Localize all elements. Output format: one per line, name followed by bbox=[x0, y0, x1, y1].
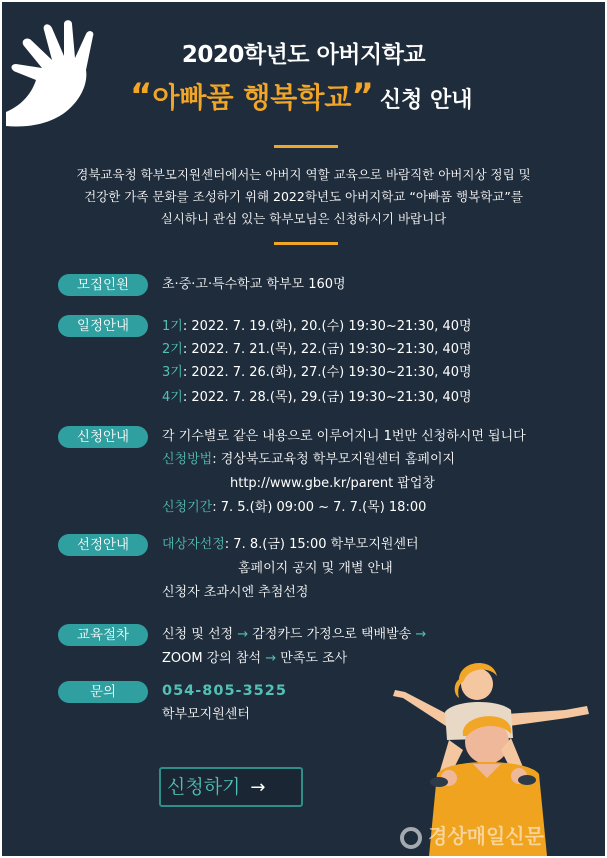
contact-org: 학부모지원센터 bbox=[162, 707, 250, 722]
quote-open: “ bbox=[130, 76, 153, 116]
procedure-step: 신청 및 선정 bbox=[162, 627, 234, 642]
schedule-term: 1기 bbox=[162, 319, 183, 334]
label-selection: 선정안내 bbox=[58, 534, 148, 556]
arrow-right-icon: → bbox=[415, 627, 427, 642]
program-name: 아빠품 행복학교 bbox=[152, 81, 352, 114]
apply-button-label: 신청하기 bbox=[167, 776, 241, 798]
schedule-term: 2기 bbox=[162, 342, 183, 357]
arrow-right-icon: → bbox=[237, 627, 249, 642]
apply-method bbox=[162, 451, 455, 469]
poster bbox=[2, 2, 605, 856]
watermark-logo-icon bbox=[400, 827, 422, 849]
schedule-item bbox=[162, 341, 472, 359]
arrow-right-icon: → bbox=[265, 651, 277, 666]
procedure-step: 감정카드 가정으로 택배발송 bbox=[252, 627, 412, 642]
intro-line: 실시하니 관심 있는 학부모님은 신청하시기 바랍니다 bbox=[160, 211, 447, 226]
intro-line: 건강한 가족 문화를 조성하기 위해 2022학년도 아버지학교 “아빠품 행복학교”를 bbox=[84, 189, 523, 204]
recruit-text: 초·중·고·특수학교 학부모 160명 bbox=[162, 277, 346, 292]
schedule-item bbox=[162, 364, 472, 382]
watermark-text: 경상매일신문 bbox=[428, 824, 544, 848]
schedule-item bbox=[162, 318, 472, 336]
label-recruit: 모집인원 bbox=[58, 274, 148, 296]
selection-term: 대상자선정 bbox=[162, 537, 225, 552]
quote-close: ” bbox=[351, 76, 374, 116]
apply-note: 각 기수별로 같은 내용으로 이루어지니 1번만 신청하시면 됩니다 bbox=[162, 429, 526, 444]
schedule-term: 3기 bbox=[162, 365, 183, 380]
arrow-right-icon: → bbox=[250, 777, 266, 798]
schedule-text: : 2022. 7. 28.(목), 29.(금) 19:30~21:30, 40명 bbox=[182, 390, 472, 405]
apply-period-term: 신청기간 bbox=[162, 500, 213, 515]
apply-period-text: : 7. 5.(화) 09:00 ~ 7. 7.(목) 18:00 bbox=[212, 500, 427, 515]
program-title bbox=[130, 76, 472, 116]
title-suffix: 신청 안내 bbox=[379, 88, 473, 113]
label-procedure: 교육절차 bbox=[58, 624, 148, 646]
apply-method-text: : 경상북도교육청 학부모지원센터 홈페이지 bbox=[212, 452, 456, 467]
watermark bbox=[400, 820, 544, 849]
contact-phone[interactable]: 054-805-3525 bbox=[162, 683, 287, 699]
apply-button[interactable] bbox=[159, 767, 303, 807]
procedure-line2 bbox=[162, 650, 347, 668]
schedule-item bbox=[162, 389, 472, 407]
page-title: 2020학년도 아버지학교 bbox=[181, 42, 426, 68]
schedule-text: : 2022. 7. 21.(목), 22.(금) 19:30~21:30, 40명 bbox=[182, 342, 472, 357]
divider-top bbox=[274, 145, 338, 148]
apply-url[interactable]: http://www.gbe.kr/parent 팝업창 bbox=[230, 476, 435, 491]
selection-notice: 홈페이지 공지 및 개별 안내 bbox=[238, 561, 393, 576]
selection-detail bbox=[162, 536, 419, 554]
apply-period bbox=[162, 499, 426, 517]
schedule-term: 4기 bbox=[162, 390, 183, 405]
procedure-step: ZOOM 강의 참석 bbox=[162, 651, 262, 666]
procedure-step: 만족도 조사 bbox=[280, 651, 348, 666]
apply-method-term: 신청방법 bbox=[162, 452, 213, 467]
procedure-line1 bbox=[162, 626, 426, 644]
label-contact: 문의 bbox=[58, 681, 148, 703]
divider-bottom bbox=[274, 242, 338, 245]
intro-line: 경북교육청 학부모지원센터에서는 아버지 역할 교육으로 바람직한 아버지상 정립 및 bbox=[76, 167, 531, 182]
selection-lottery: 신청자 초과시엔 추첨선정 bbox=[162, 585, 309, 600]
label-apply: 신청안내 bbox=[58, 426, 148, 448]
schedule-text: : 2022. 7. 19.(화), 20.(수) 19:30~21:30, 40명 bbox=[182, 319, 472, 334]
intro-text bbox=[42, 164, 565, 230]
schedule-text: : 2022. 7. 26.(화), 27.(수) 19:30~21:30, 40명 bbox=[182, 365, 472, 380]
selection-text: : 7. 8.(금) 15:00 학부모지원센터 bbox=[224, 537, 419, 552]
label-schedule: 일정안내 bbox=[58, 315, 148, 337]
